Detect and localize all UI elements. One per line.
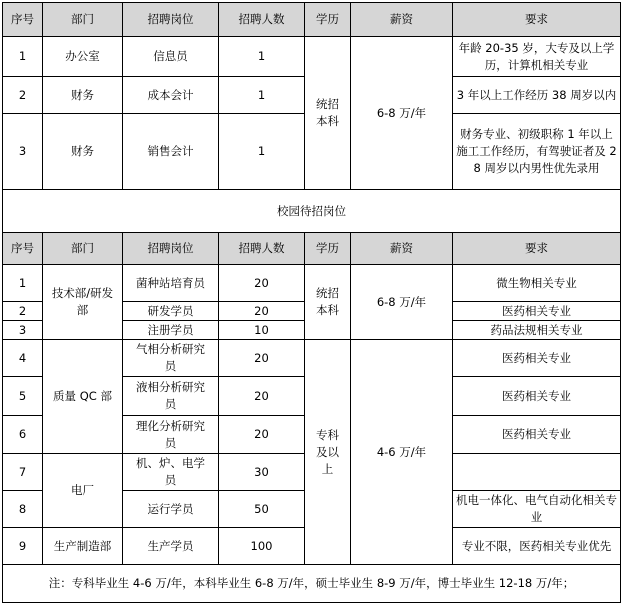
social-salary: 6-8 万/年 xyxy=(351,37,453,190)
row-post: 生产学员 xyxy=(123,528,219,565)
row-no: 2 xyxy=(3,77,43,114)
row-count: 10 xyxy=(219,321,305,340)
recruitment-table xyxy=(2,2,621,603)
row-no: 7 xyxy=(3,454,43,491)
social-edu: 统招本科 xyxy=(305,37,351,190)
row-post: 信息员 xyxy=(123,37,219,77)
note-row xyxy=(3,565,621,603)
section-row xyxy=(3,190,621,233)
row-req: 财务专业、初级职称 1 年以上施工工作经历，有驾驶证者及 28 周岁以内男性优先录用 xyxy=(453,114,621,190)
row-req: 药品法规相关专业 xyxy=(453,321,621,340)
campus-title: 校园待招岗位 xyxy=(3,190,621,233)
header-post: 招聘岗位 xyxy=(123,3,219,37)
header-row xyxy=(3,233,621,265)
header-salary: 薪资 xyxy=(351,233,453,265)
header-edu: 学历 xyxy=(305,3,351,37)
group1-dept: 技术部/研发部 xyxy=(43,265,123,340)
row-req: 医药相关专业 xyxy=(453,377,621,416)
row-no: 3 xyxy=(3,321,43,340)
row-count: 100 xyxy=(219,528,305,565)
row-count: 1 xyxy=(219,114,305,190)
row-count: 20 xyxy=(219,416,305,454)
group2-edu: 专科及以上 xyxy=(305,340,351,565)
header-no: 序号 xyxy=(3,3,43,37)
row-no: 9 xyxy=(3,528,43,565)
row-no: 6 xyxy=(3,416,43,454)
header-req: 要求 xyxy=(453,3,621,37)
group1-salary: 6-8 万/年 xyxy=(351,265,453,340)
row-req: 3 年以上工作经历 38 周岁以内 xyxy=(453,77,621,114)
row-no: 3 xyxy=(3,114,43,190)
header-dept: 部门 xyxy=(43,3,123,37)
row-post: 理化分析研究员 xyxy=(123,416,219,454)
row-post: 运行学员 xyxy=(123,491,219,528)
table-row xyxy=(3,265,621,302)
header-dept: 部门 xyxy=(43,233,123,265)
row-req: 专业不限，医药相关专业优先 xyxy=(453,528,621,565)
row-req: 微生物相关专业 xyxy=(453,265,621,302)
row-count: 20 xyxy=(219,302,305,321)
row-post: 成本会计 xyxy=(123,77,219,114)
table-row xyxy=(3,37,621,77)
group2-dept-power: 电厂 xyxy=(43,454,123,528)
row-dept: 财务 xyxy=(43,114,123,190)
header-salary: 薪资 xyxy=(351,3,453,37)
row-post: 菌种站培育员 xyxy=(123,265,219,302)
row-count: 20 xyxy=(219,340,305,377)
row-count: 1 xyxy=(219,77,305,114)
row-dept: 财务 xyxy=(43,77,123,114)
row-post: 销售会计 xyxy=(123,114,219,190)
row-req: 医药相关专业 xyxy=(453,416,621,454)
row-no: 1 xyxy=(3,265,43,302)
group2-dept-prod: 生产制造部 xyxy=(43,528,123,565)
header-edu: 学历 xyxy=(305,233,351,265)
row-count: 1 xyxy=(219,37,305,77)
row-post: 注册学员 xyxy=(123,321,219,340)
row-count: 20 xyxy=(219,377,305,416)
row-post: 研发学员 xyxy=(123,302,219,321)
header-no: 序号 xyxy=(3,233,43,265)
group1-edu: 统招本科 xyxy=(305,265,351,340)
row-req: 年龄 20-35 岁，大专及以上学历，计算机相关专业 xyxy=(453,37,621,77)
table-row xyxy=(3,340,621,377)
group2-salary: 4-6 万/年 xyxy=(351,340,453,565)
row-req: 医药相关专业 xyxy=(453,340,621,377)
row-post: 气相分析研究员 xyxy=(123,340,219,377)
row-dept: 办公室 xyxy=(43,37,123,77)
row-req xyxy=(453,454,621,491)
row-count: 50 xyxy=(219,491,305,528)
row-count: 30 xyxy=(219,454,305,491)
row-post: 机、炉、电学员 xyxy=(123,454,219,491)
group2-dept-qc: 质量 QC 部 xyxy=(43,340,123,454)
row-req: 医药相关专业 xyxy=(453,302,621,321)
header-count: 招聘人数 xyxy=(219,3,305,37)
row-count: 20 xyxy=(219,265,305,302)
row-no: 5 xyxy=(3,377,43,416)
row-no: 2 xyxy=(3,302,43,321)
row-req: 机电一体化、电气自动化相关专业 xyxy=(453,491,621,528)
header-post: 招聘岗位 xyxy=(123,233,219,265)
header-row xyxy=(3,3,621,37)
header-req: 要求 xyxy=(453,233,621,265)
note-text: 注：专科毕业生 4-6 万/年，本科毕业生 6-8 万/年，硕士毕业生 8-9 万/年，博士毕业生 12-18 万/年； xyxy=(3,565,621,603)
row-no: 4 xyxy=(3,340,43,377)
row-no: 1 xyxy=(3,37,43,77)
row-post: 液相分析研究员 xyxy=(123,377,219,416)
header-count: 招聘人数 xyxy=(219,233,305,265)
row-no: 8 xyxy=(3,491,43,528)
